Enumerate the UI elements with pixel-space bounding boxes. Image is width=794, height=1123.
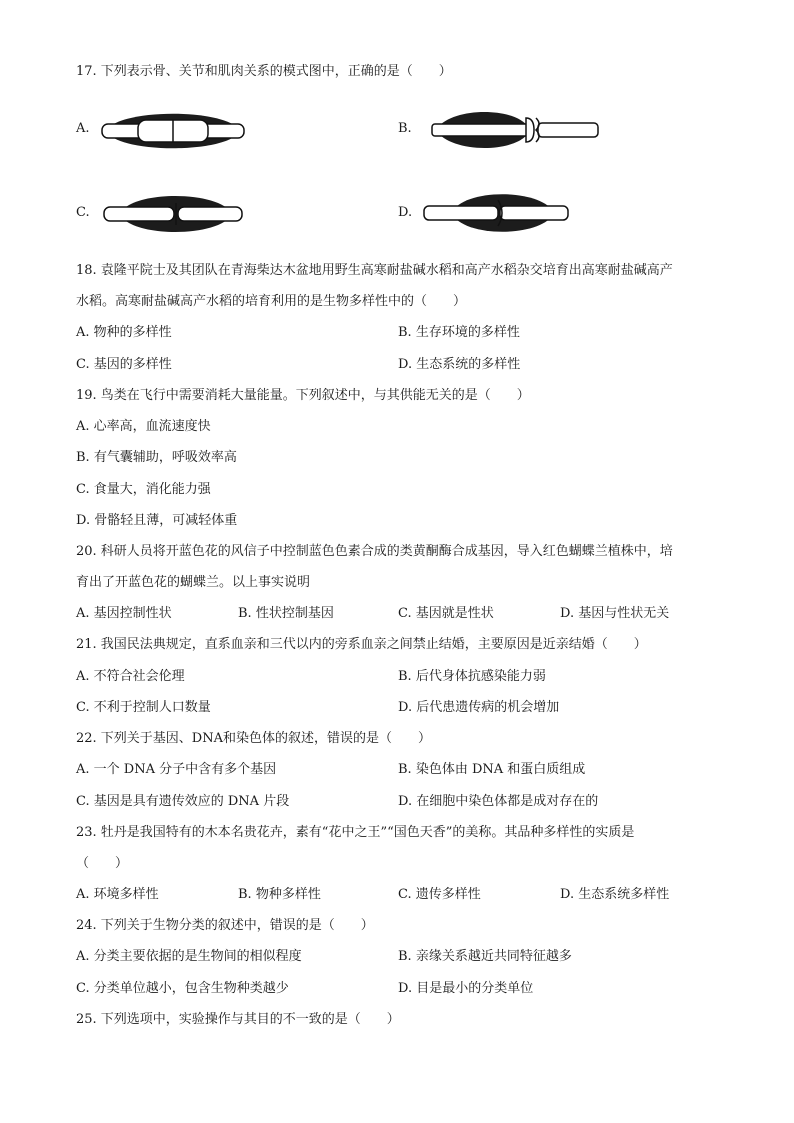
q23-option-a: A. 环境多样性: [76, 887, 159, 902]
q21-option-c: C. 不利于控制人口数量: [76, 700, 211, 715]
q17-label-d: D.: [398, 205, 413, 220]
q18-stem-line2: 水稻。高寒耐盐碱高产水稻的培育利用的是生物多样性中的（ ）: [76, 294, 467, 309]
q20-option-b: B. 性状控制基因: [238, 606, 334, 621]
bone-joint-muscle-diagram-b: [430, 104, 600, 156]
bone-joint-muscle-diagram-c: [100, 188, 245, 240]
bone-joint-muscle-diagram-a: [98, 106, 248, 156]
q18-option-d: D. 生态系统的多样性: [398, 357, 521, 372]
q17-label-a: A.: [76, 121, 90, 136]
q19-option-d: D. 骨骼轻且薄，可减轻体重: [76, 513, 238, 528]
q20-stem-line2: 育出了开蓝色花的蝴蝶兰。以上事实说明: [76, 575, 311, 590]
q24-stem: 24. 下列关于生物分类的叙述中，错误的是（ ）: [76, 918, 374, 933]
q19-option-a: A. 心率高，血流速度快: [76, 419, 211, 434]
q24-option-b: B. 亲缘关系越近共同特征越多: [398, 949, 572, 964]
q23-option-d: D. 生态系统多样性: [560, 887, 670, 902]
q18-stem-line1: 18. 袁隆平院士及其团队在青海柴达木盆地用野生高寒耐盐碱水稻和高产水稻杂交培育出高寒耐盐碱高产: [76, 263, 673, 278]
q20-option-d: D. 基因与性状无关: [560, 606, 670, 621]
q21-option-d: D. 后代患遗传病的机会增加: [398, 700, 560, 715]
q25-stem: 25. 下列选项中，实验操作与其目的不一致的是（ ）: [76, 1012, 400, 1027]
q20-option-c: C. 基因就是性状: [398, 606, 494, 621]
q21-option-b: B. 后代身体抗感染能力弱: [398, 669, 546, 684]
q17-label-b: B.: [398, 121, 412, 136]
q18-option-a: A. 物种的多样性: [76, 325, 172, 340]
q19-option-c: C. 食量大，消化能力强: [76, 482, 211, 497]
q19-option-b: B. 有气囊辅助，呼吸效率高: [76, 450, 237, 465]
q21-option-a: A. 不符合社会伦理: [76, 669, 185, 684]
q18-option-b: B. 生存环境的多样性: [398, 325, 520, 340]
q22-option-a: A. 一个 DNA 分子中含有多个基因: [76, 762, 277, 777]
q22-stem: 22. 下列关于基因、DNA和染色体的叙述，错误的是（ ）: [76, 731, 431, 746]
q24-option-c: C. 分类单位越小，包含生物种类越少: [76, 981, 289, 996]
q17-stem: 17. 下列表示骨、关节和肌肉关系的模式图中，正确的是（ ）: [76, 64, 452, 79]
q23-stem-line1: 23. 牡丹是我国特有的木本名贵花卉，素有“花中之王”“国色天香”的美称。其品种多样性的实质是: [76, 825, 635, 840]
q22-option-d: D. 在细胞中染色体都是成对存在的: [398, 794, 599, 809]
q22-option-b: B. 染色体由 DNA 和蛋白质组成: [398, 762, 586, 777]
q23-option-c: C. 遗传多样性: [398, 887, 481, 902]
q23-option-b: B. 物种多样性: [238, 887, 321, 902]
bone-joint-muscle-diagram-d: [422, 186, 572, 240]
q17-label-c: C.: [76, 205, 90, 220]
q18-option-c: C. 基因的多样性: [76, 357, 172, 372]
q23-stem-line2: （ ）: [76, 856, 129, 871]
q22-option-c: C. 基因是具有遗传效应的 DNA 片段: [76, 794, 290, 809]
q21-stem: 21. 我国民法典规定，直系血亲和三代以内的旁系血亲之间禁止结婚，主要原因是近亲结婚（ ）: [76, 637, 647, 652]
q24-option-a: A. 分类主要依据的是生物间的相似程度: [76, 949, 302, 964]
q19-stem: 19. 鸟类在飞行中需要消耗大量能量。下列叙述中，与其供能无关的是（ ）: [76, 388, 530, 403]
q20-stem-line1: 20. 科研人员将开蓝色花的风信子中控制蓝色色素合成的类黄酮酶合成基因，导入红色蝴蝶兰植株中，培: [76, 544, 673, 559]
q24-option-d: D. 目是最小的分类单位: [398, 981, 534, 996]
q20-option-a: A. 基因控制性状: [76, 606, 172, 621]
